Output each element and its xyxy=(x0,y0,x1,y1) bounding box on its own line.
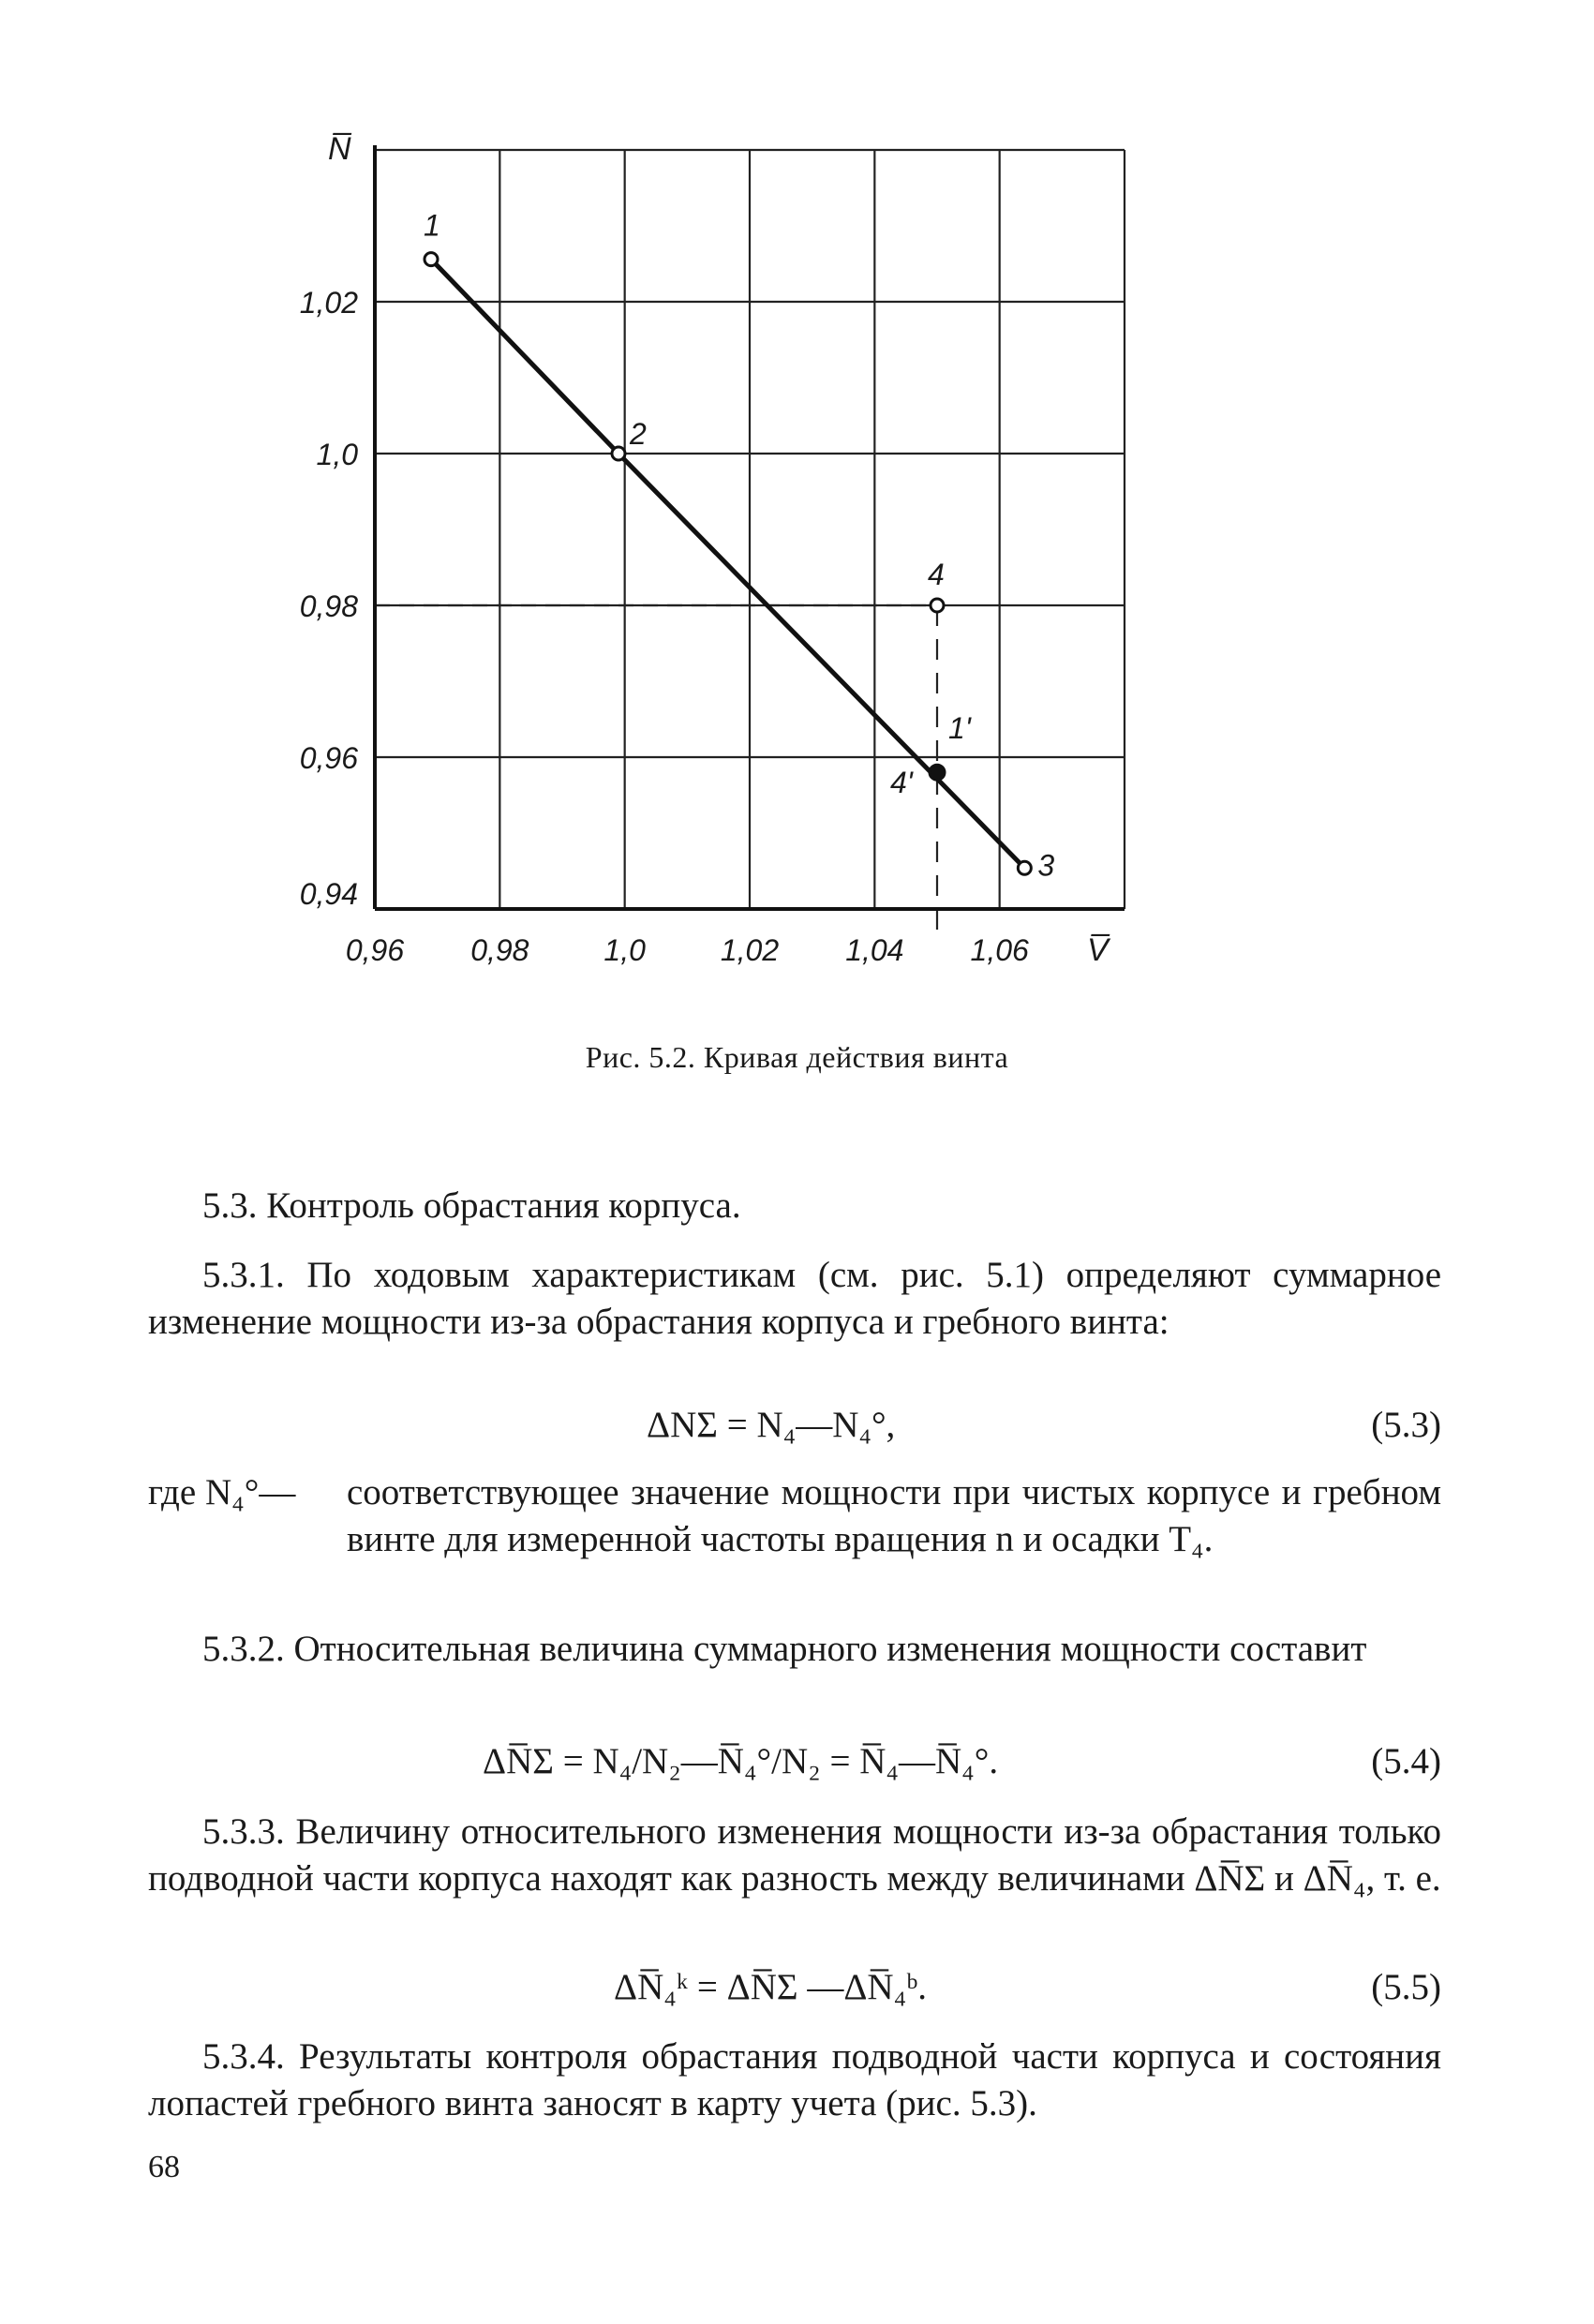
y-tick-label: 0,98 xyxy=(299,589,358,623)
point-label: 4ʹ xyxy=(890,766,913,800)
dashed-guides xyxy=(375,605,937,942)
propeller-curve-chart xyxy=(281,122,1274,993)
y-tick-label: 1,02 xyxy=(299,286,358,320)
data-point xyxy=(425,253,438,266)
x-tick-label: 0,98 xyxy=(470,933,529,967)
y-tick-label: 1,0 xyxy=(316,438,358,471)
paragraph-5-3-1: 5.3.1. По ходовым характеристикам (см. рис. 5.1) определяют суммарное изменение мощности из-за обрастания корпуса и гребного винта: xyxy=(148,1255,1441,1342)
where-definition: соответствующее значение мощности при чистых корпусе и гребном винте для измеренной частоты вращения n и осадки T₄. xyxy=(347,1472,1441,1559)
chart-grid xyxy=(375,150,1125,909)
x-tick-label: 1,04 xyxy=(845,933,904,967)
x-tick-label: 1,06 xyxy=(970,933,1029,967)
point-label: 2 xyxy=(630,417,647,451)
point-label: 1 xyxy=(424,208,440,243)
y-tick-label: 0,94 xyxy=(299,877,358,911)
equation-5-5-number: (5.5) xyxy=(1371,1967,1441,2007)
where-lead: где N₄°— xyxy=(148,1472,296,1512)
x-axis-label: V̅ xyxy=(1087,932,1109,968)
chart-series xyxy=(424,209,1054,883)
page-number: 68 xyxy=(148,2150,180,2184)
data-point xyxy=(1018,861,1031,874)
equation-5-3-number: (5.3) xyxy=(1371,1405,1441,1445)
paragraph-5-3-2: 5.3.2. Относительная величина суммарного изменения мощности составит xyxy=(202,1629,1367,1669)
section-5-3-heading: 5.3. Контроль обрастания корпуса. xyxy=(202,1185,741,1226)
point-label: 1ʹ xyxy=(948,711,971,745)
equation-5-3: ΔNΣ = N₄—N₄°, xyxy=(647,1405,896,1445)
y-axis-label: N̅ xyxy=(328,131,351,167)
equation-5-4: ΔN̅Σ = N₄/N₂—N̅₄°/N₂ = N̅₄—N̅₄°. xyxy=(483,1741,999,1781)
data-point xyxy=(930,765,945,780)
x-tick-label: 0,96 xyxy=(345,933,405,967)
y-tick-label: 0,96 xyxy=(299,741,358,775)
x-tick-label: 1,0 xyxy=(603,933,646,967)
figure-caption: Рис. 5.2. Кривая действия винта xyxy=(585,1040,1009,1074)
equation-5-4-number: (5.4) xyxy=(1371,1741,1441,1781)
paragraph-5-3-3: 5.3.3. Величину относительного изменения мощности из-за обрастания только подводной части корпуса находят как разность между величинами ΔN̅Σ и ΔN̅₄, т. е. xyxy=(148,1811,1441,1899)
equation-5-5: ΔN̅₄ᵏ = ΔN̅Σ —ΔN̅₄ᵇ. xyxy=(614,1967,927,2007)
point-label: 4 xyxy=(928,558,945,591)
x-tick-label: 1,02 xyxy=(720,933,780,967)
chart-ticks xyxy=(300,286,1029,967)
point-label: 3 xyxy=(1037,848,1055,883)
data-point xyxy=(931,599,944,612)
data-point xyxy=(612,447,625,460)
paragraph-5-3-4: 5.3.4. Результаты контроля обрастания подводной части корпуса и состояния лопастей гребного винта заносят в карту учета (рис. 5.3). xyxy=(148,2036,1441,2123)
